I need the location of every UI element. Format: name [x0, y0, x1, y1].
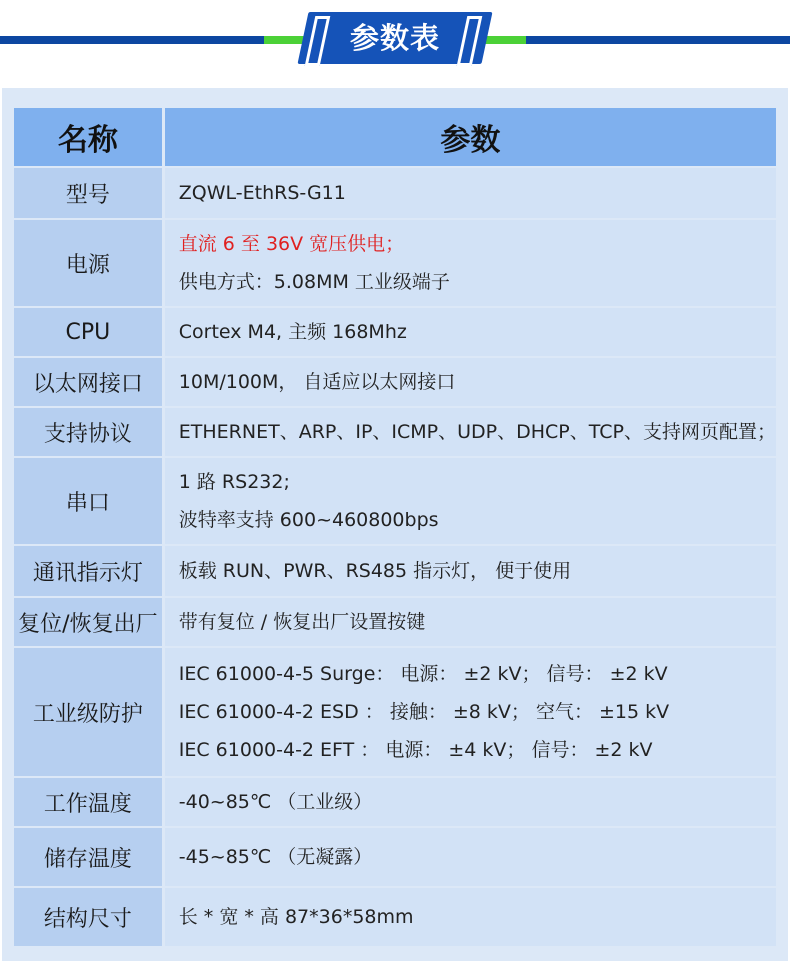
row-value	[162, 308, 776, 356]
row-label: 支持协议	[14, 408, 162, 456]
row-value	[162, 648, 776, 776]
value-line: IEC 61000-4-5 Surge： 电源： ±2 kV； 信号： ±2 kV	[178, 663, 668, 685]
table-row	[14, 458, 776, 544]
value-line: -45~85℃ （无凝露）	[178, 846, 373, 868]
value-line: IEC 61000-4-2 ESD ： 接触： ±8 kV； 空气： ±15 kV	[178, 701, 670, 723]
table-row	[14, 888, 776, 946]
table-row	[14, 648, 776, 776]
value-line: 供电方式：5.08MM 工业级端子	[178, 271, 450, 293]
column-header-name: 名称	[14, 108, 162, 166]
value-line: 板载 RUN、PWR、RS485 指示灯， 便于使用	[178, 560, 572, 582]
header-rule-left	[0, 36, 275, 44]
table-row	[14, 778, 776, 826]
row-label: 工业级防护	[14, 648, 162, 776]
row-label: 通讯指示灯	[14, 546, 162, 596]
row-label: 结构尺寸	[14, 888, 162, 946]
value-line: ETHERNET、ARP、IP、ICMP、UDP、DHCP、TCP、支持网页配置；	[178, 421, 776, 443]
header-banner	[0, 0, 790, 78]
row-label: 电源	[14, 220, 162, 306]
row-label: 串口	[14, 458, 162, 544]
table-header-row	[14, 108, 776, 166]
row-label: CPU	[14, 308, 162, 356]
table-row	[14, 828, 776, 886]
value-line: 长 * 宽 * 高 87*36*58mm	[178, 906, 414, 928]
row-value	[162, 458, 776, 544]
table-row	[14, 220, 776, 306]
value-line: Cortex M4, 主频 168Mhz	[178, 321, 407, 343]
row-value	[162, 828, 776, 886]
value-line: 带有复位 / 恢复出厂设置按键	[178, 611, 426, 633]
page-title: 参数表	[349, 21, 440, 55]
row-label: 以太网接口	[14, 358, 162, 406]
row-label: 储存温度	[14, 828, 162, 886]
table-row	[14, 598, 776, 646]
table-row	[14, 308, 776, 356]
row-value	[162, 598, 776, 646]
row-value	[162, 408, 776, 456]
row-value	[162, 888, 776, 946]
value-line: ZQWL-EthRS-G11	[178, 182, 346, 204]
value-line: 10M/100M， 自适应以太网接口	[178, 371, 456, 393]
value-line: 1 路 RS232;	[178, 471, 290, 493]
table-row	[14, 546, 776, 596]
table-row	[14, 168, 776, 218]
row-value	[162, 358, 776, 406]
value-line-highlight: 直流 6 至 36V 宽压供电；	[178, 233, 405, 255]
row-value	[162, 168, 776, 218]
row-value	[162, 778, 776, 826]
row-label: 复位/恢复出厂	[14, 598, 162, 646]
value-line: -40~85℃ （工业级）	[178, 791, 373, 813]
table-row	[14, 408, 776, 456]
row-label: 工作温度	[14, 778, 162, 826]
row-label: 型号	[14, 168, 162, 218]
row-value	[162, 546, 776, 596]
table-row	[14, 358, 776, 406]
column-header-value: 参数	[162, 108, 776, 166]
value-line: IEC 61000-4-2 EFT ： 电源： ±4 kV； 信号： ±2 kV	[178, 739, 653, 761]
header-rule-right	[515, 36, 790, 44]
value-line: 波特率支持 600~460800bps	[178, 509, 439, 531]
row-value	[162, 220, 776, 306]
spec-table	[14, 106, 776, 948]
